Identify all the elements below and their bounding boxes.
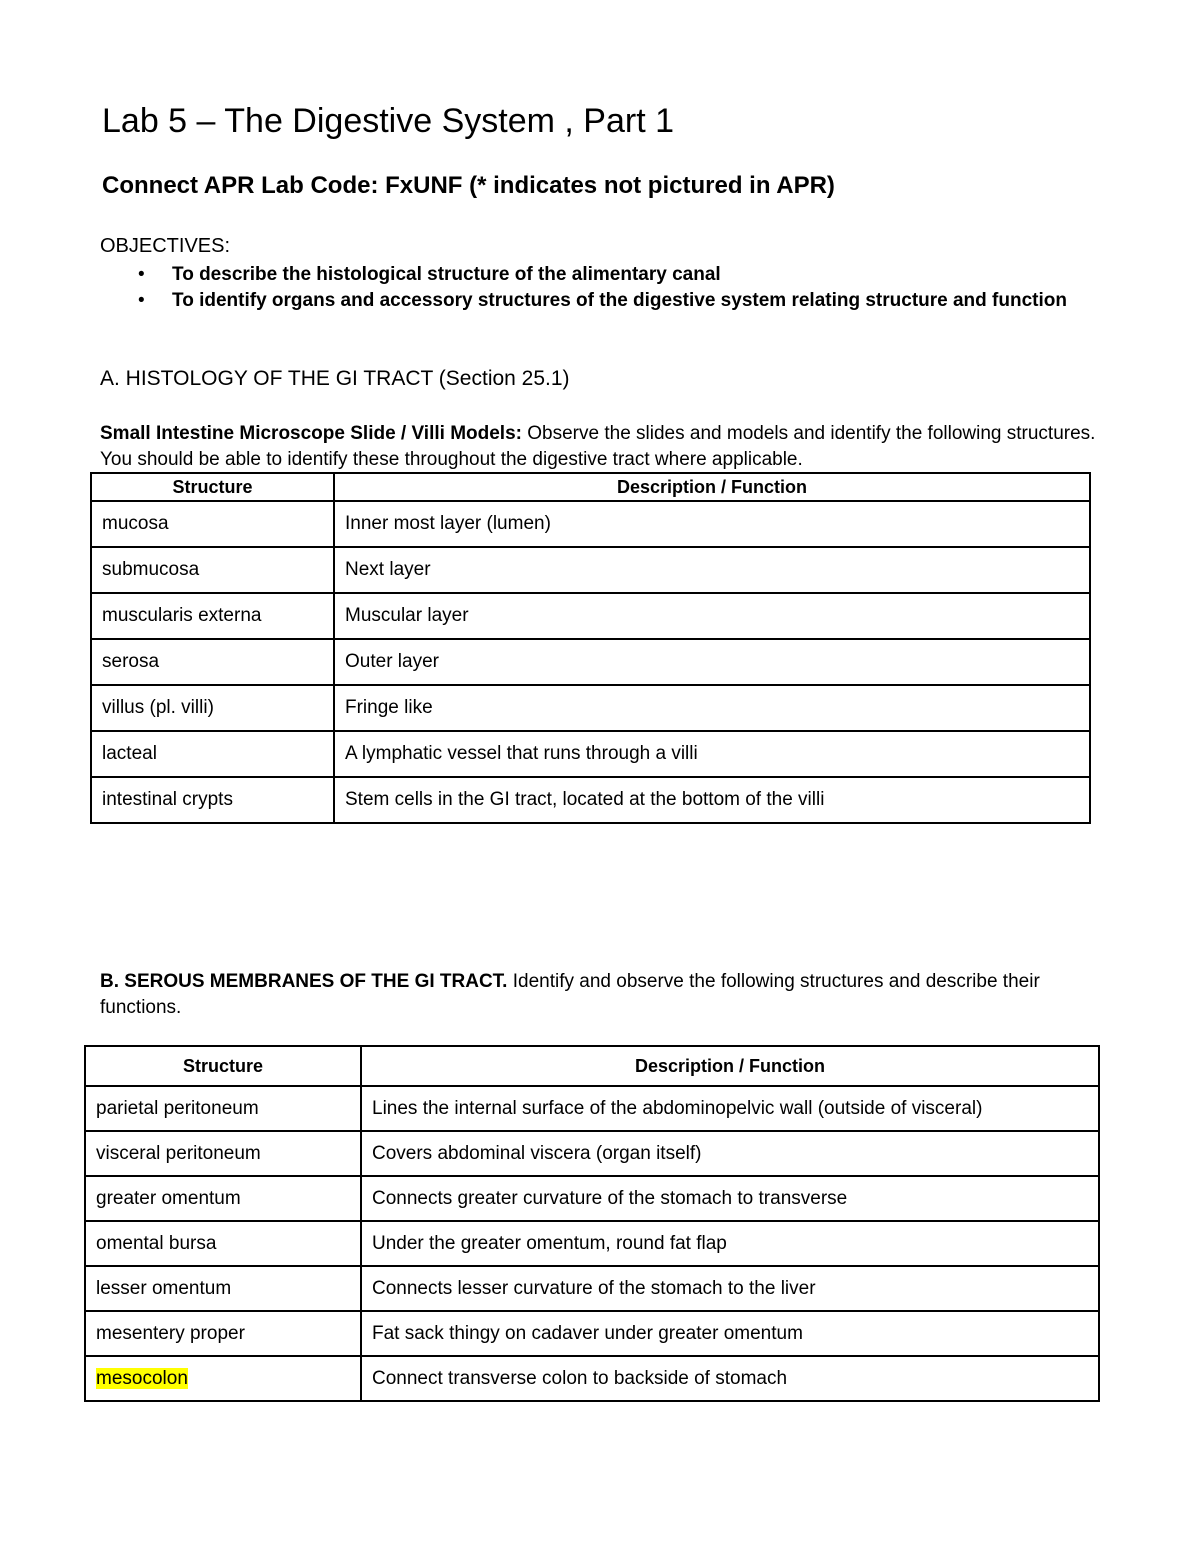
structure-cell: omental bursa — [85, 1221, 361, 1266]
table-row — [85, 1086, 1099, 1131]
description-cell: Stem cells in the GI tract, located at the bottom of the villi — [334, 777, 1090, 823]
description-cell: Fat sack thingy on cadaver under greater omentum — [361, 1311, 1099, 1356]
structure-cell: villus (pl. villi) — [91, 685, 334, 731]
section-b-heading: B. SEROUS MEMBRANES OF THE GI TRACT. — [100, 971, 508, 992]
table-header-row — [85, 1046, 1099, 1086]
section-a-intro-label: Small Intestine Microscope Slide / Villi Models: — [100, 423, 522, 444]
description-cell: Lines the internal surface of the abdominopelvic wall (outside of visceral) — [361, 1086, 1099, 1131]
structure-cell — [85, 1356, 361, 1401]
structure-cell: lesser omentum — [85, 1266, 361, 1311]
description-cell: Connects greater curvature of the stomach to transverse — [361, 1176, 1099, 1221]
objective-item — [100, 262, 1110, 288]
table-row — [85, 1131, 1099, 1176]
table-header-row — [91, 473, 1090, 501]
serous-membranes-table — [84, 1045, 1100, 1402]
structure-cell: intestinal crypts — [91, 777, 334, 823]
bullet-glyph: • — [138, 290, 145, 311]
table-row — [91, 685, 1090, 731]
page-title: Lab 5 – The Digestive System , Part 1 — [102, 102, 674, 140]
description-cell: A lymphatic vessel that runs through a villi — [334, 731, 1090, 777]
table-row — [91, 731, 1090, 777]
bullet-glyph: • — [138, 264, 145, 285]
objectives-heading: OBJECTIVES: — [100, 235, 231, 257]
highlighted-term: mesocolon — [96, 1367, 188, 1389]
column-header-structure: Structure — [85, 1046, 361, 1086]
table-row — [85, 1176, 1099, 1221]
structure-cell: mucosa — [91, 501, 334, 547]
lab-code-subtitle: Connect APR Lab Code: FxUNF (* indicates not pictured in APR) — [102, 172, 835, 199]
table-row — [85, 1266, 1099, 1311]
table-row — [91, 639, 1090, 685]
structure-cell: visceral peritoneum — [85, 1131, 361, 1176]
structure-cell: mesentery proper — [85, 1311, 361, 1356]
table-row — [85, 1311, 1099, 1356]
table-row — [91, 501, 1090, 547]
objectives-list — [100, 262, 1110, 314]
structure-cell: muscularis externa — [91, 593, 334, 639]
column-header-description: Description / Function — [334, 473, 1090, 501]
table-row — [91, 593, 1090, 639]
section-a-intro — [100, 421, 1110, 473]
objective-text: To describe the histological structure of the alimentary canal — [172, 264, 721, 285]
description-cell: Outer layer — [334, 639, 1090, 685]
section-a-heading: A. HISTOLOGY OF THE GI TRACT (Section 25.1) — [100, 367, 570, 390]
structure-cell: lacteal — [91, 731, 334, 777]
section-a-intro-text: Observe the slides and models and identify the following structures. You should be able to identify these throughout the digestive tract where applicable. — [100, 423, 1096, 470]
section-b-intro-text: Identify and observe the following structures and describe their functions. — [100, 971, 1040, 1018]
structure-cell: submucosa — [91, 547, 334, 593]
structure-cell: greater omentum — [85, 1176, 361, 1221]
structure-cell: parietal peritoneum — [85, 1086, 361, 1131]
objective-text: To identify organs and accessory structures of the digestive system relating structure and function — [172, 290, 1067, 311]
column-header-description: Description / Function — [361, 1046, 1099, 1086]
description-cell: Under the greater omentum, round fat flap — [361, 1221, 1099, 1266]
description-cell: Connects lesser curvature of the stomach to the liver — [361, 1266, 1099, 1311]
table-row — [91, 547, 1090, 593]
histology-table — [90, 472, 1091, 824]
objective-item — [100, 288, 1110, 314]
table-row — [85, 1221, 1099, 1266]
description-cell: Next layer — [334, 547, 1090, 593]
description-cell: Connect transverse colon to backside of stomach — [361, 1356, 1099, 1401]
description-cell: Covers abdominal viscera (organ itself) — [361, 1131, 1099, 1176]
description-cell: Fringe like — [334, 685, 1090, 731]
column-header-structure: Structure — [91, 473, 334, 501]
description-cell: Inner most layer (lumen) — [334, 501, 1090, 547]
section-b-intro — [100, 969, 1110, 1021]
structure-cell: serosa — [91, 639, 334, 685]
table-row — [91, 777, 1090, 823]
description-cell: Muscular layer — [334, 593, 1090, 639]
table-row — [85, 1356, 1099, 1401]
